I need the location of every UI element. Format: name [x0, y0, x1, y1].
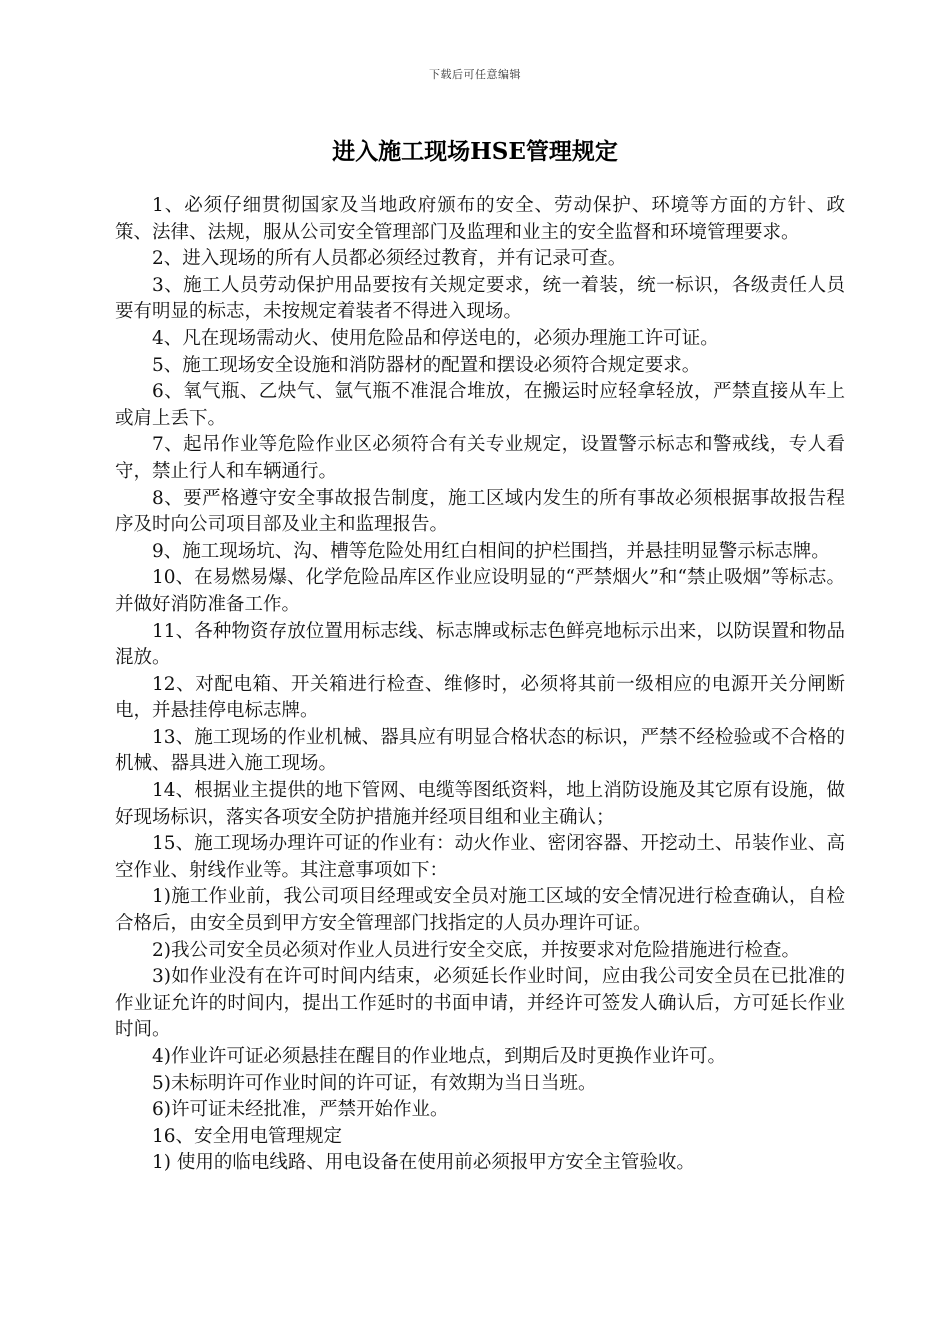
document-title: 进入施工现场HSE管理规定	[332, 138, 618, 165]
paragraph-16: 16、安全用电管理规定	[152, 1125, 343, 1147]
paragraph-12: 12、对配电箱、开关箱进行检查、维修时，必须将其前一级相应的电源开关分闸断电，并悬挂停电标志牌。	[115, 673, 845, 722]
sub-item-15-4: 4)作业许可证必须悬挂在醒目的作业地点，到期后及时更换作业许可。	[152, 1046, 726, 1067]
paragraph-10: 10、在易燃易爆、化学危险品库区作业应设明显的“严禁烟火”和“禁止吸烟”等标志。并做好消防准备工作。	[115, 567, 845, 615]
paragraph-13: 13、施工现场的作业机械、器具应有明显合格状态的标识，严禁不经检验或不合格的机械、器具进入施工现场。	[115, 726, 845, 775]
paragraph-5: 5、施工现场安全设施和消防器材的配置和摆设必须符合规定要求。	[152, 354, 701, 376]
paragraph-14: 14、根据业主提供的地下管网、电缆等图纸资料，地上消防设施及其它原有设施，做好现场标识，落实各项安全防护措施并经项目组和业主确认；	[115, 780, 845, 828]
sub-item-15-2: 2)我公司安全员必须对作业人员进行安全交底，并按要求对危险措施进行检查。	[152, 939, 800, 961]
header-note: 下载后可任意编辑	[429, 68, 521, 81]
paragraph-4: 4、凡在现场需动火、使用危险品和停送电的，必须办理施工许可证。	[152, 327, 719, 349]
paragraph-3: 3、施工人员劳动保护用品要按有关规定要求，统一着装，统一标识，各级责任人员要有明显的标志，未按规定着装者不得进入现场。	[115, 274, 845, 323]
sub-item-16-1: 1) 使用的临电线路、用电设备在使用前必须报甲方安全主管验收。	[152, 1152, 695, 1174]
paragraph-8: 8、要严格遵守安全事故报告制度，施工区域内发生的所有事故必须根据事故报告程序及时向公司项目部及业主和监理报告。	[115, 487, 845, 536]
paragraph-11: 11、各种物资存放位置用标志线、标志牌或标志色鲜亮地标示出来，以防误置和物品混放。	[115, 620, 845, 669]
document-body	[115, 193, 845, 1177]
paragraph-2: 2、进入现场的所有人员都必须经过教育，并有记录可查。	[152, 248, 627, 270]
paragraph-7: 7、起吊作业等危险作业区必须符合有关专业规定，设置警示标志和警戒线，专人看守，禁止行人和车辆通行。	[115, 434, 845, 482]
paragraph-9: 9、施工现场坑、沟、槽等危险处用红白相间的护栏围挡，并悬挂明显警示标志牌。	[152, 540, 830, 562]
sub-item-15-3: 3)如作业没有在许可时间内结束，必须延长作业时间，应由我公司安全员在已批准的作业证允许的时间内，提出工作延时的书面申请，并经许可签发人确认后，方可延长作业时间。	[115, 966, 845, 1041]
paragraph-6: 6、氧气瓶、乙炔气、氩气瓶不准混合堆放，在搬运时应轻拿轻放，严禁直接从车上或肩上丢下。	[115, 381, 845, 429]
paragraph-15: 15、施工现场办理许可证的作业有：动火作业、密闭容器、开挖动土、吊装作业、高空作业、射线作业等。其注意事项如下：	[115, 833, 845, 881]
sub-item-15-6: 6)许可证未经批准，严禁开始作业。	[152, 1099, 449, 1121]
sub-item-15-5: 5)未标明许可作业时间的许可证，有效期为当日当班。	[152, 1072, 597, 1094]
paragraph-1: 1、必须仔细贯彻国家及当地政府颁布的安全、劳动保护、环境等方面的方针、政策、法律、法规，服从公司安全管理部门及监理和业主的安全监督和环境管理要求。	[115, 195, 845, 243]
sub-item-15-1: 1)施工作业前，我公司项目经理或安全员对施工区域的安全情况进行检查确认，自检合格后，由安全员到甲方安全管理部门找指定的人员办理许可证。	[115, 886, 845, 935]
